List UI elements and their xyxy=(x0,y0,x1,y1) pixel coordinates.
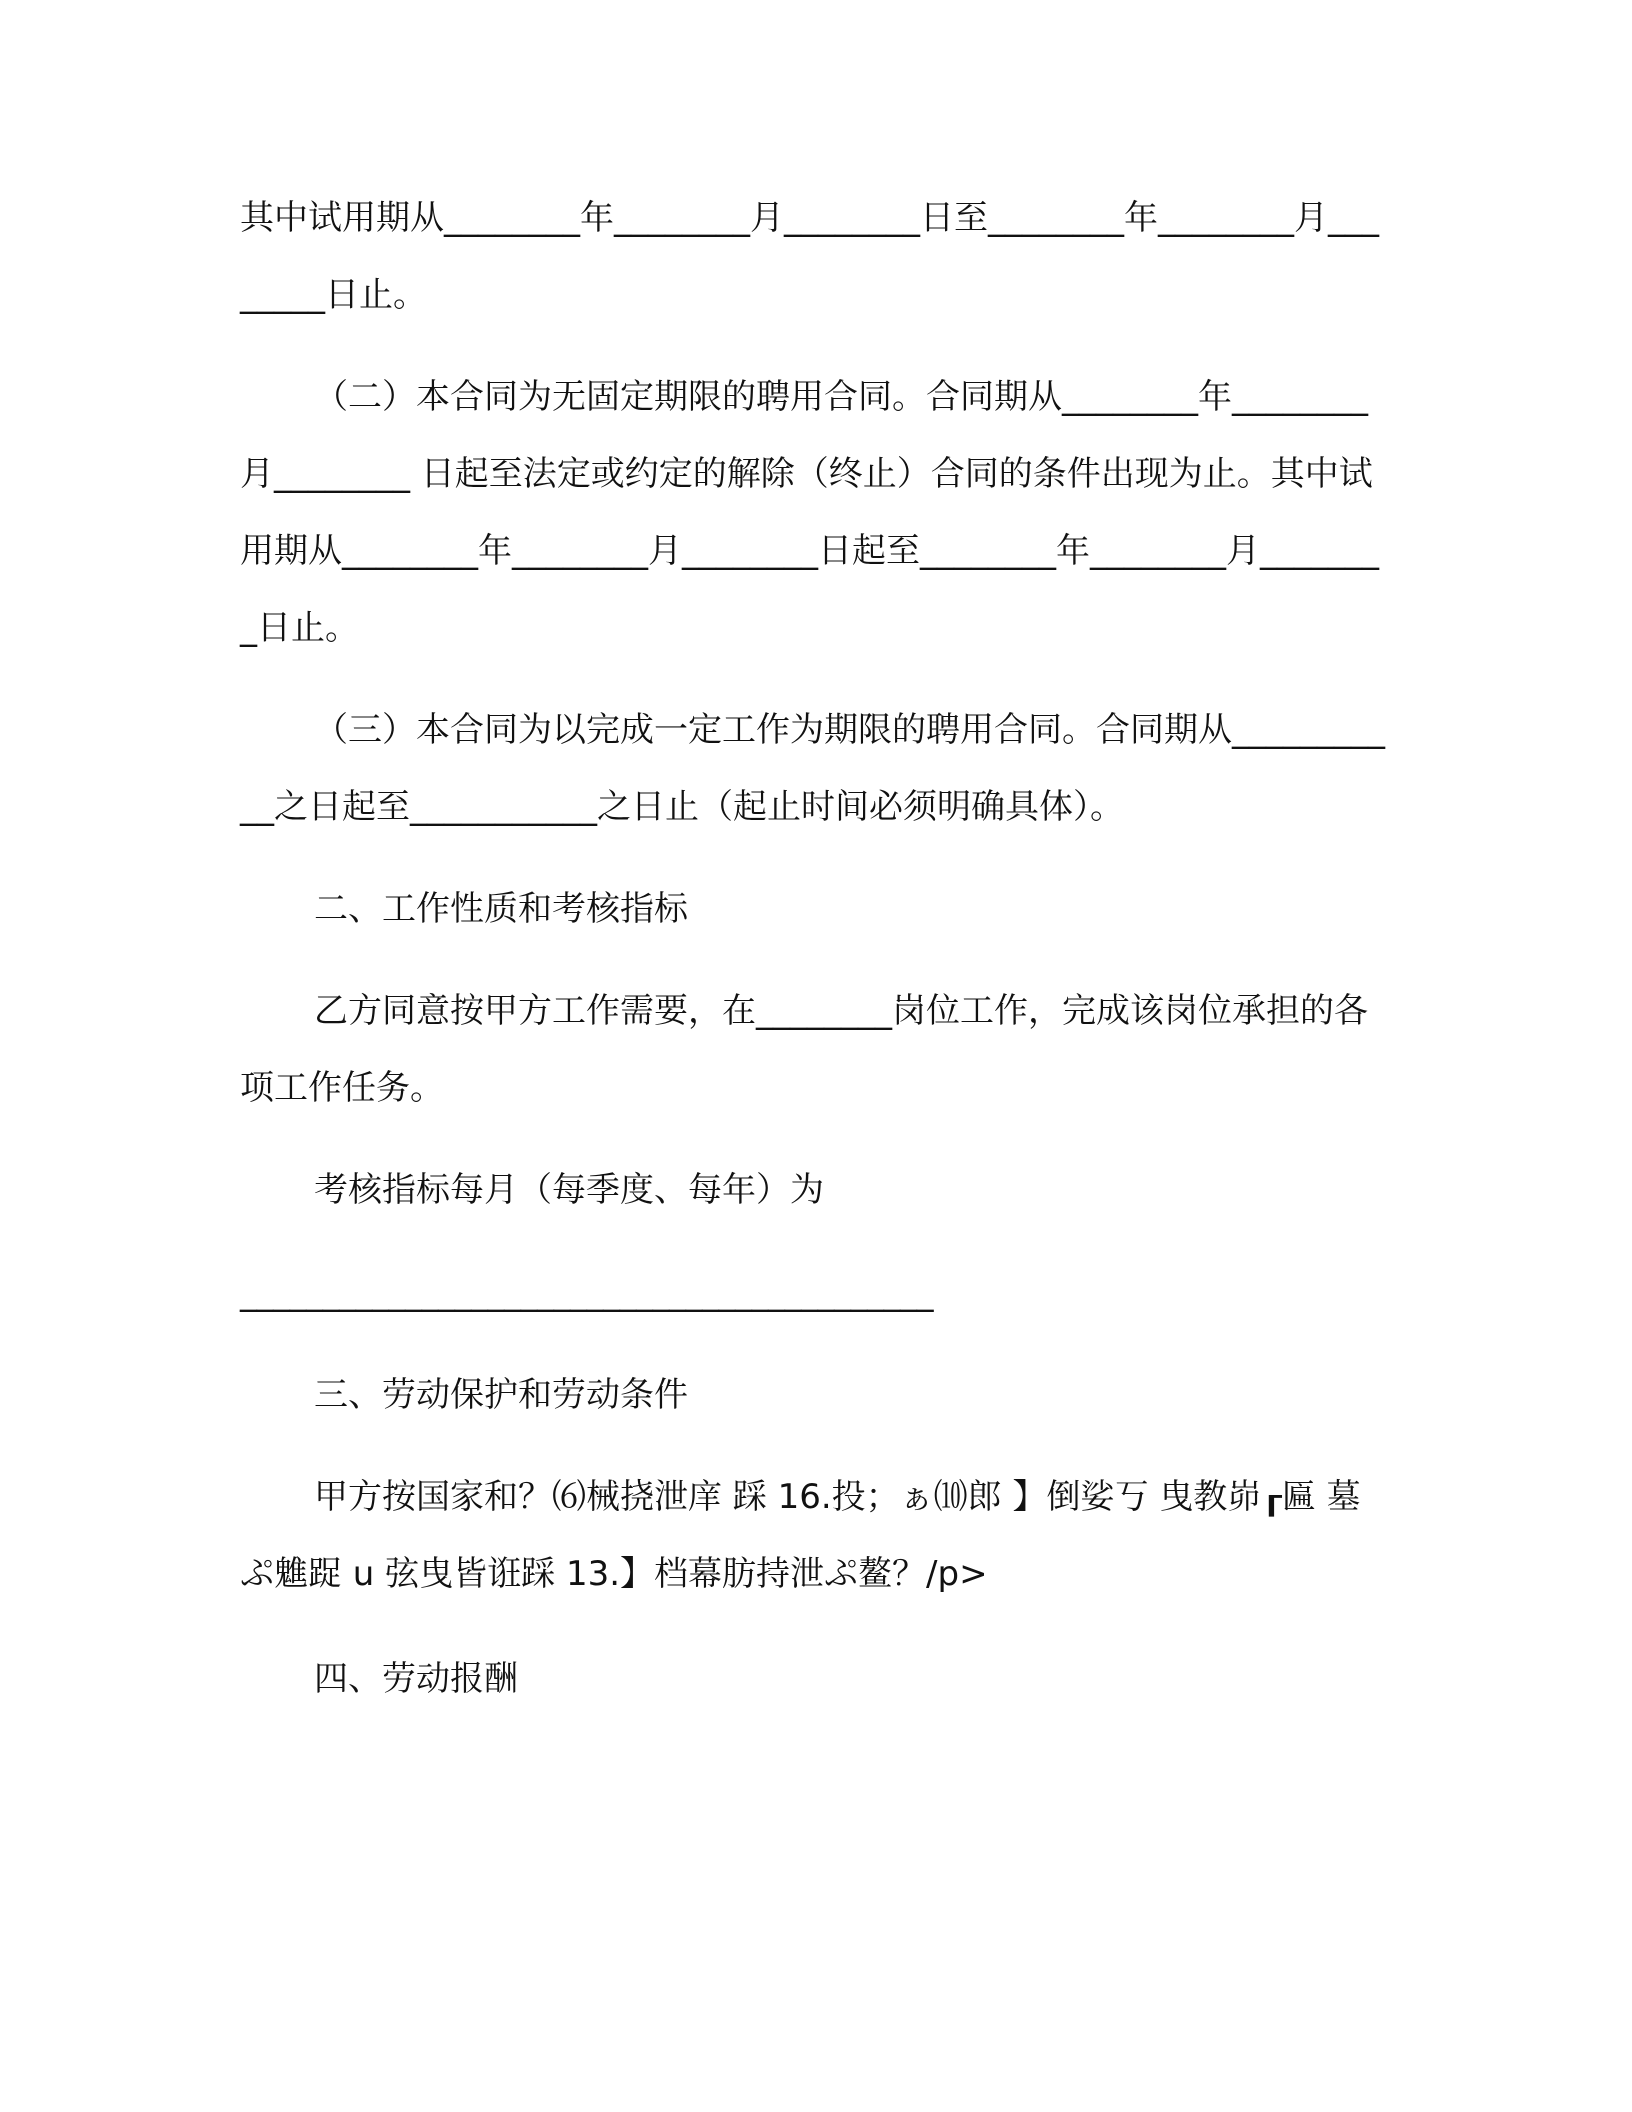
section-heading-work-nature: 二、工作性质和考核指标 xyxy=(314,889,688,929)
probation-period-paragraph: 其中试用期从________年________月________日至________年________月________日止。 xyxy=(240,198,1379,315)
clause-3-task-based-term-paragraph: （三）本合同为以完成一定工作为期限的聘用合同。合同期从___________之日起至___________之日止（起止时间必须明确具体）。 xyxy=(240,710,1385,827)
document-page xyxy=(240,180,1390,1718)
labor-protection-paragraph: 甲方按国家和？⑹械挠泄庠 踩 16.投；ぁ⑽郎 】倒娑丂 曳教峁┎匾 墓ぷ魋踀 u 弦曳皆诳踩 13.】档幕肪持泄ぷ鳌？/p> xyxy=(240,1477,1361,1594)
assessment-blank-line: __________________________________________ xyxy=(240,1273,933,1313)
clause-2-indefinite-term-paragraph: （二）本合同为无固定期限的聘用合同。合同期从________年________月________ 日起至法定或约定的解除（终止）合同的条件出现为止。其中试用期从________年________月________日起至________年________月________日止。 xyxy=(240,377,1379,648)
section-heading-remuneration: 四、劳动报酬 xyxy=(314,1659,518,1699)
assessment-indicator-paragraph: 考核指标每月（每季度、每年）为 xyxy=(314,1170,824,1210)
section-heading-labor-protection: 三、劳动保护和劳动条件 xyxy=(314,1375,688,1415)
job-position-paragraph: 乙方同意按甲方工作需要，在________岗位工作，完成该岗位承担的各项工作任务。 xyxy=(240,991,1368,1108)
